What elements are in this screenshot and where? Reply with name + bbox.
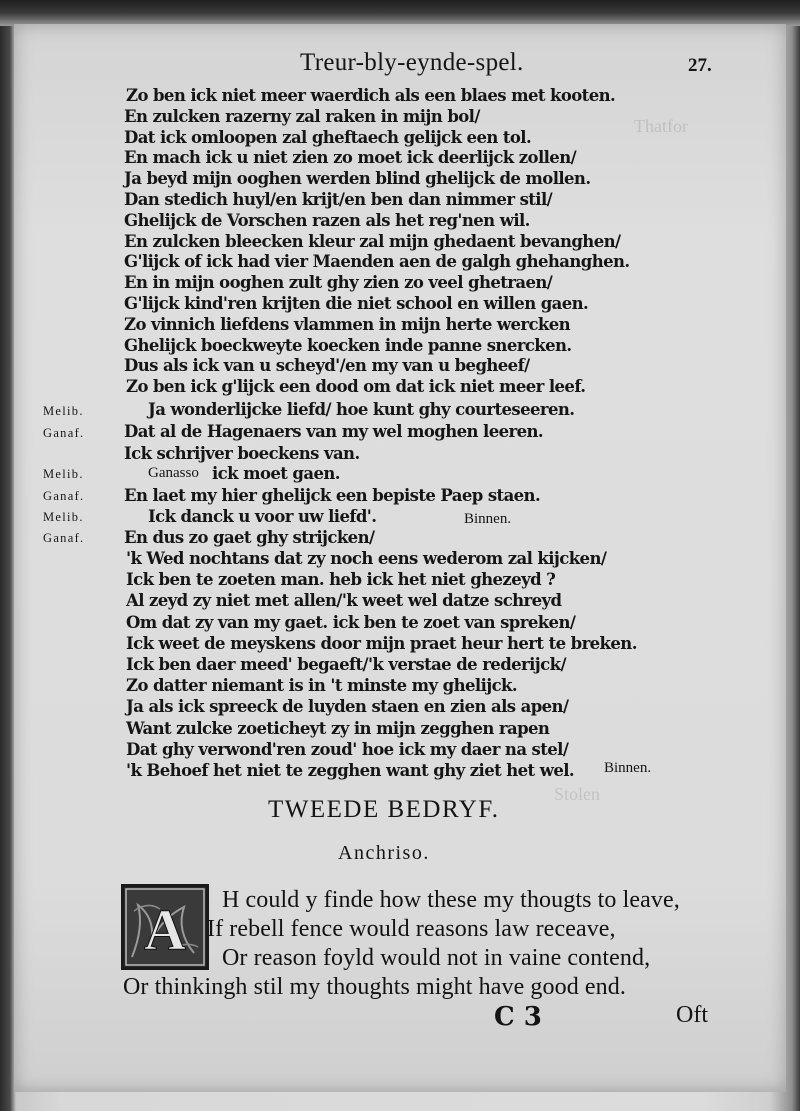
- verse-line: En zulcken bleecken kleur zal mijn ghedaent bevanghen/: [124, 231, 621, 251]
- verse-line: Ghelijck boeckweyte koecken inde panne snercken.: [124, 335, 572, 355]
- verse-line: Ick danck u voor uw liefd'.: [148, 507, 377, 526]
- verse-line: Zo ben ick niet meer waerdich als een blaes met kooten.: [126, 86, 616, 105]
- initial-letter: A: [144, 897, 186, 962]
- stage-direction: Binnen.: [604, 760, 652, 776]
- verse-line: En laet my hier ghelijck een bepiste Paep staen.: [124, 486, 541, 505]
- verse-line: Ja beyd mijn ooghen werden blind ghelijck de mollen.: [124, 169, 591, 189]
- speaker-label: Melib.: [43, 467, 84, 481]
- verse-line: Dat al de Hagenaers van my wel moghen leeren.: [124, 422, 544, 441]
- verse-line: Zo vinnich liefdens vlammen in mijn herte wercken: [124, 314, 571, 334]
- verse-line: Dat ghy verwond'ren zoud' hoe ick my daer na stel/: [126, 739, 569, 759]
- verse-line: ick moet gaen.: [212, 464, 340, 483]
- catchword: Oft: [676, 1002, 708, 1028]
- verse-line: Ick ben te zoeten man. heb ick het niet ghezeyd ?: [126, 570, 556, 590]
- verse-line: Ja wonderlijcke liefd/ hoe kunt ghy courteseeren.: [148, 400, 575, 419]
- page-number: 27.: [688, 55, 712, 76]
- show-through-text: Thatfor: [634, 116, 688, 136]
- verse-line: Ja als ick spreeck de luyden staen en zien als apen/: [126, 697, 569, 717]
- page-top-edge: [0, 0, 800, 26]
- speaker-label: Ganaf.: [43, 426, 85, 440]
- signature-mark: C 3: [494, 1002, 542, 1032]
- speaker-label: Ganaf.: [43, 531, 85, 545]
- verse-line: En zulcken razerny zal raken in mijn bol/: [124, 106, 480, 126]
- english-verse-line: If rebell fence would reasons law receave,: [207, 916, 616, 942]
- speaker-label: Melib.: [43, 404, 84, 418]
- english-verse-line: Or thinkingh stil my thoughts might have good end.: [123, 974, 626, 1000]
- verse-line: Ick schrijver boeckens van.: [124, 444, 360, 463]
- verse-line: Ick ben daer meed' begaeft/'k verstae de rederijck/: [126, 655, 566, 674]
- ornament-icon: [124, 887, 206, 967]
- verse-line: En dus zo gaet ghy strijcken/: [124, 528, 375, 547]
- verse-line: Zo ben ick g'lijck een dood om dat ick niet meer leef.: [126, 377, 586, 397]
- verse-line: G'lijck kind'ren krijten die niet school en willen gaen.: [124, 294, 589, 313]
- english-verse-line: H could y finde how these my thougts to leave,: [222, 887, 680, 913]
- verse-line: 'k Wed nochtans dat zy noch eens wederom zal kijcken/: [126, 549, 607, 568]
- english-verse-line: Or reason foyld would not in vaine contend,: [222, 945, 651, 971]
- verse-line: 'k Behoef het niet te zegghen want ghy ziet het wel.: [126, 761, 575, 780]
- show-through-text: Stolen: [554, 784, 601, 804]
- verse-line: Want zulcke zoeticheyt zy in mijn zegghen rapen: [126, 718, 550, 738]
- addressee-name: Ganasso: [148, 465, 199, 481]
- act-heading: TWEEDE BEDRYF.: [268, 796, 500, 823]
- verse-line: Zo datter niemant is in 't minste my ghelijck.: [126, 676, 518, 696]
- verse-line: Al zeyd zy niet met allen/'k weet wel datze schreyd: [126, 591, 562, 611]
- speaker-label: Ganaf.: [43, 489, 85, 503]
- verse-line: Dan stedich huyl/en krijt/en ben dan nimmer stil/: [124, 190, 553, 209]
- verse-line: Om dat zy van my gaet. ick ben te zoet van spreken/: [126, 612, 576, 632]
- verse-line: Dus als ick van u scheyd'/en my van u begheef/: [124, 356, 530, 376]
- stage-direction: Binnen.: [464, 511, 512, 527]
- verse-line: Dat ick omloopen zal gheftaech gelijck een tol.: [124, 127, 532, 147]
- verse-line: En in mijn ooghen zult ghy zien zo veel ghetraen/: [124, 273, 553, 293]
- verse-line: G'lijck of ick had vier Maenden aen de galgh ghehanghen.: [124, 252, 630, 272]
- verse-line: Ghelijck de Vorschen razen als het reg'nen wil.: [124, 210, 530, 230]
- running-head-title: Treur-bly-eynde-spel.: [300, 49, 524, 76]
- speaker-label: Melib.: [43, 510, 84, 524]
- verse-line: Ick weet de meyskens door mijn praet heur hert te breken.: [126, 633, 637, 653]
- verse-line: En mach ick u niet zien zo moet ick deerlijck zollen/: [124, 148, 577, 168]
- character-heading: Anchriso.: [338, 842, 430, 864]
- decorated-initial: [121, 884, 209, 970]
